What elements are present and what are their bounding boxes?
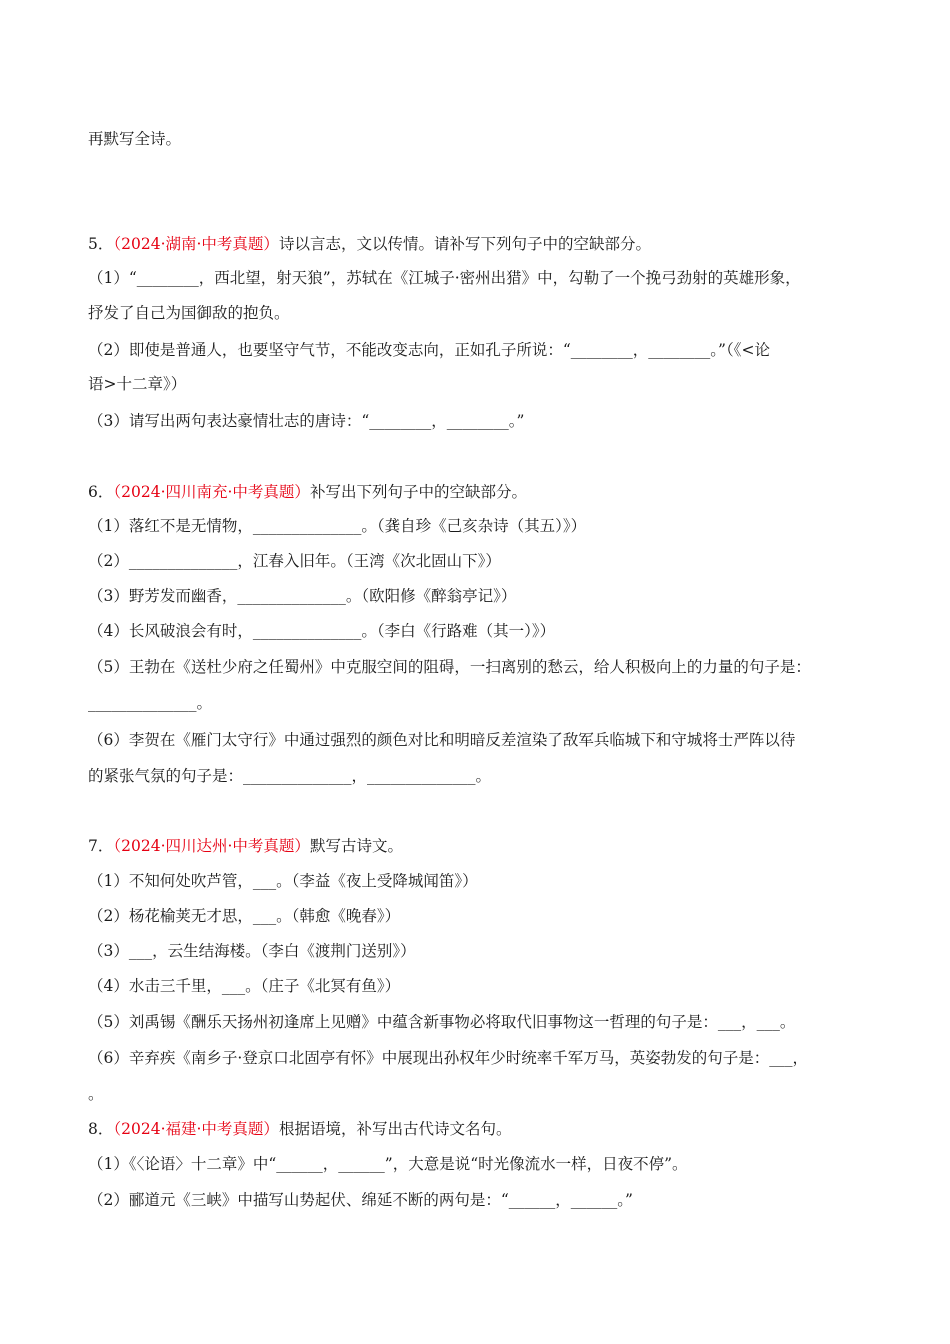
q5-line-1: （1）“________，西北望，射天狼”，苏轼在《江城子·密州出猎》中，勾勒了一个挽弓劲射的英雄形象， [88, 269, 801, 287]
q6-line-6: ______________。 [88, 694, 213, 712]
intro-text: 再默写全诗。 [88, 130, 182, 148]
q6-source-tag: （2024·四川南充·中考真题） [113, 483, 310, 501]
q7-line-2: （2）杨花榆荚无才思，___。（韩愈《晚春》） [88, 907, 401, 925]
q8-source-tag: （2024·福建·中考真题） [113, 1120, 279, 1138]
q7-number: 7． [88, 837, 114, 855]
q7-line-5: （5）刘禹锡《酬乐天扬州初逢席上见赠》中蕴含新事物必将取代旧事物这一哲理的句子是：___，___。 [88, 1013, 796, 1031]
q5-heading [88, 233, 890, 255]
q6-line-2: （2）______________，江春入旧年。（王湾《次北固山下》） [88, 552, 501, 570]
q7-line-3: （3）___，云生结海楼。（李白《渡荆门送别》） [88, 942, 416, 960]
q6-line-1: （1）落红不是无情物，______________。（龚自珍《己亥杂诗（其五）》） [88, 517, 587, 535]
q6-number: 6． [88, 483, 114, 501]
q7-prompt: 默写古诗文。 [309, 837, 403, 855]
q6-prompt: 补写出下列句子中的空缺部分。 [309, 483, 527, 501]
q7-line-6: （6）辛弃疾《南乡子·登京口北固亭有怀》中展现出孙权年少时统率千军万马，英姿勃发的句子是：___， [88, 1049, 809, 1067]
q8-number: 8． [88, 1120, 114, 1138]
q5-number: 5． [88, 235, 114, 253]
q5-prompt: 诗以言志，文以传情。请补写下列句子中的空缺部分。 [278, 235, 651, 253]
q7-line-4: （4）水击三千里，___。（庄子《北冥有鱼》） [88, 977, 401, 995]
q6-line-7: （6）李贺在《雁门太守行》中通过强烈的颜色对比和明暗反差渲染了敌军兵临城下和守城将士严阵以待 [88, 731, 796, 749]
q8-prompt: 根据语境，补写出古代诗文名句。 [278, 1120, 512, 1138]
q6-line-3: （3）野芳发而幽香，______________。（欧阳修《醉翁亭记》） [88, 587, 517, 605]
q6-line-4: （4）长风破浪会有时，______________。（李白《行路难（其一）》） [88, 622, 556, 640]
q8-line-1: （1）《〈论语〉十二章》中“______，______”，大意是说“时光像流水一样，日夜不停”。 [88, 1155, 688, 1173]
q7-line-1: （1）不知何处吹芦管，___。（李益《夜上受降城闻笛》） [88, 872, 478, 890]
q7-line-7: 。 [88, 1085, 104, 1103]
q8-heading [88, 1118, 890, 1140]
q5-line-3: （2）即使是普通人，也要坚守气节，不能改变志向，正如孔子所说：“________，________。”（《<论 [88, 341, 770, 359]
q5-line-5: （3）请写出两句表达豪情壮志的唐诗：“________，________。” [88, 412, 525, 430]
q5-line-2: 抒发了自己为国御敌的抱负。 [88, 304, 290, 322]
q7-heading [88, 835, 890, 857]
q7-source-tag: （2024·四川达州·中考真题） [113, 837, 310, 855]
q5-line-4: 语>十二章》） [88, 375, 187, 393]
q5-source-tag: （2024·湖南·中考真题） [113, 235, 279, 253]
q8-line-2: （2）郦道元《三峡》中描写山势起伏、绵延不断的两句是：“______，______。” [88, 1191, 633, 1209]
q6-heading [88, 481, 890, 503]
q6-line-5: （5）王勃在《送杜少府之任蜀州》中克服空间的阻碍，一扫离别的愁云，给人积极向上的力量的句子是： [88, 658, 811, 676]
q6-line-8: 的紧张气氛的句子是：______________，______________。 [88, 767, 492, 785]
